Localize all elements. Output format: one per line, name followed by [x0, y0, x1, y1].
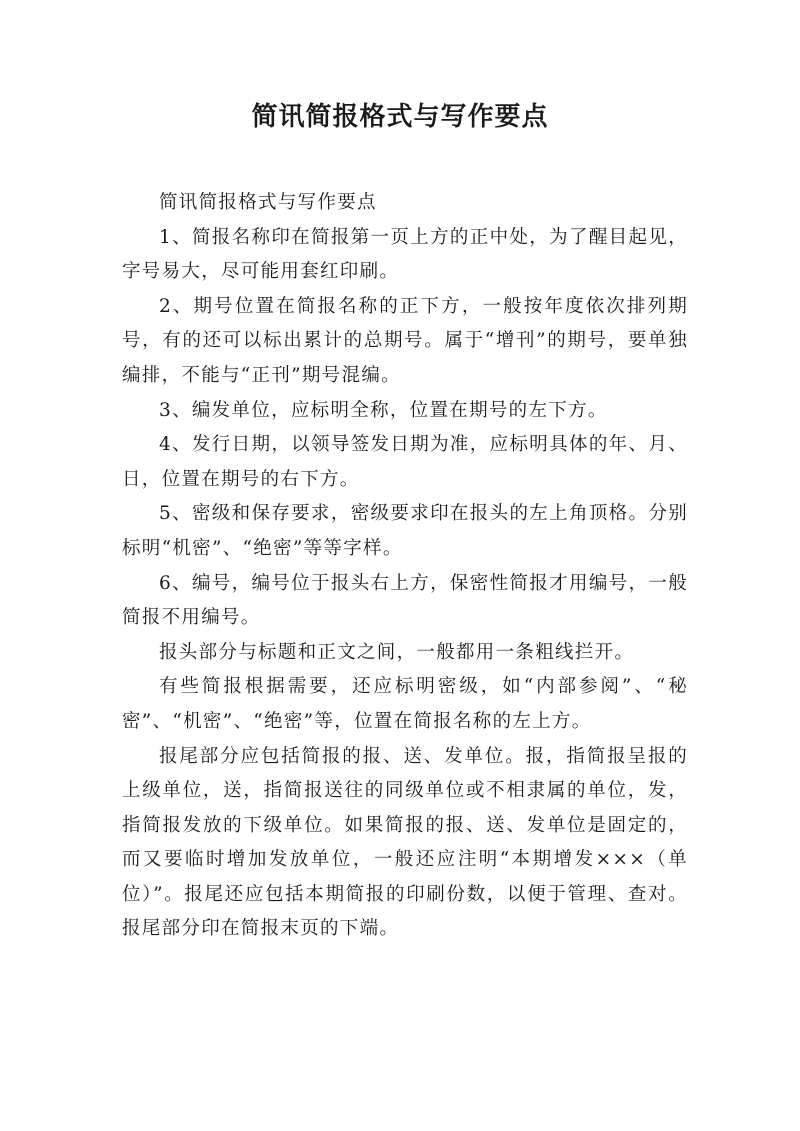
paragraph-subtitle: 简讯简报格式与写作要点 — [159, 192, 377, 213]
paragraph-secrecy: 有些简报根据需要，还应标明密级，如“内部参阅”、“秘密”、“机密”、“绝密”等，位置在简报名称的左上方。 — [122, 676, 688, 732]
paragraph-masthead-line: 报头部分与标题和正文之间，一般都用一条粗线拦开。 — [159, 641, 635, 663]
paragraph-5: 5、密级和保存要求，密级要求印在报头的左上角顶格。分别标明“机密”、“绝密”等等字样。 — [122, 503, 688, 559]
document-body — [122, 186, 688, 947]
paragraph-4: 4、发行日期，以领导签发日期为准，应标明具体的年、月、日，位置在期号的右下方。 — [122, 434, 688, 490]
document-title: 简讯简报格式与写作要点 — [251, 102, 549, 132]
paragraph-6: 6、编号，编号位于报头右上方，保密性简报才用编号，一般简报不用编号。 — [122, 572, 688, 629]
paragraph-1: 1、简报名称印在简报第一页上方的正中处，为了醒目起见，字号易大，尽可能用套红印刷。 — [122, 226, 688, 283]
paragraph-footer: 报尾部分应包括简报的报、送、发单位。报，指简报呈报的上级单位，送，指简报送往的同级单位或不相隶属的单位，发，指简报发放的下级单位。如果简报的报、送、发单位是固定的，而又要临时增加发放单位，一般还应注明“本期增发×××（单位）”。报尾还应包括本期简报的印刷份数，以便于管理、查对。报尾部分印在简报末页的下端。 — [122, 745, 688, 940]
paragraph-2: 2、期号位置在简报名称的正下方，一般按年度依次排列期号，有的还可以标出累计的总期号。属于“增刊”的期号，要单独编排，不能与“正刊”期号混编。 — [122, 295, 688, 386]
paragraph-3: 3、编发单位，应标明全称，位置在期号的左下方。 — [159, 399, 608, 421]
